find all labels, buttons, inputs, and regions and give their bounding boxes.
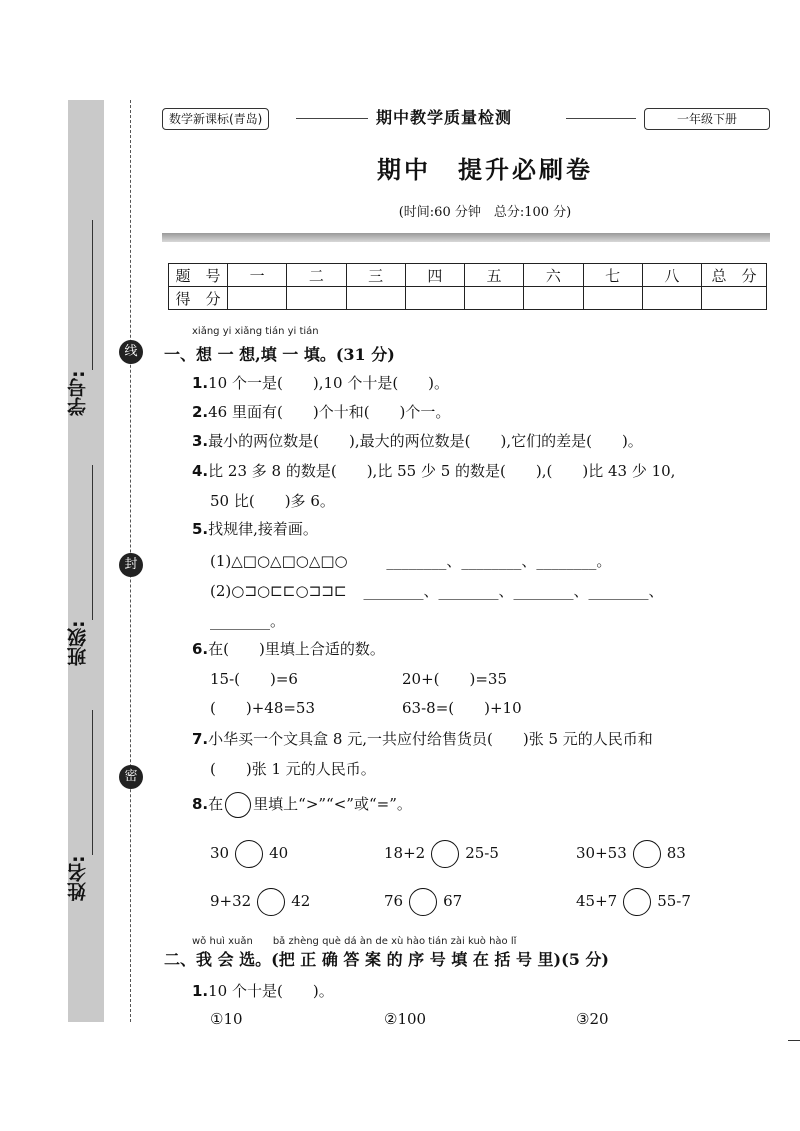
compare-left: 9+32 [210, 892, 252, 910]
pattern-2-blanks: ________、________、________、________、 [363, 582, 664, 600]
equation-b: 20+( )=35 [402, 670, 508, 688]
compare-item [384, 888, 462, 916]
question-7-cont: ( )张 1 元的人民币。 [210, 760, 376, 778]
table-cell: 六 [524, 264, 583, 287]
name-line [92, 710, 93, 855]
question-number: 3. [192, 432, 209, 450]
header-rule-right [566, 118, 636, 119]
table-cell: 三 [346, 264, 405, 287]
question-4-cont: 50 比( )多 6。 [210, 492, 335, 510]
page-title: 期中 提升必刷卷 [377, 156, 593, 184]
question-3 [192, 430, 643, 451]
question-text: 10 个一是( ),10 个十是( )。 [208, 374, 450, 392]
compare-left: 30+53 [576, 844, 627, 862]
bind-char-feng: 封 [119, 553, 143, 577]
option-1[interactable]: ①10 [210, 1010, 243, 1028]
compare-circle[interactable] [235, 840, 263, 868]
compare-circle[interactable] [257, 888, 285, 916]
question-text: 找规律,接着画。 [208, 520, 318, 538]
compare-item [384, 840, 499, 868]
table-cell: 八 [642, 264, 701, 287]
pattern-1 [210, 550, 611, 571]
compare-right: 40 [269, 844, 289, 862]
compare-item [576, 888, 691, 916]
exam-type-label: 期中教学质量检测 [376, 108, 513, 127]
score-cell[interactable] [228, 287, 287, 310]
section1-pinyin: xiǎng yi xiǎng tián yi tián [192, 326, 319, 337]
compare-right: 83 [666, 844, 686, 862]
compare-left: 18+2 [384, 844, 426, 862]
question-number: 1. [192, 374, 209, 392]
exam-info: (时间:60 分钟 总分:100 分) [398, 205, 572, 220]
section2-title: 二、我 会 选。(把 正 确 答 案 的 序 号 填 在 括 号 里)(5 分) [164, 950, 609, 969]
question-text: 46 里面有( )个十和( )个一。 [208, 403, 451, 421]
score-table-score-row [169, 287, 767, 310]
pattern-2 [210, 580, 663, 601]
class-line [92, 465, 93, 620]
compare-left: 76 [384, 892, 404, 910]
compare-item [210, 840, 288, 868]
table-cell: 一 [228, 264, 287, 287]
question-number: 8. [192, 795, 209, 813]
question-number: 6. [192, 640, 209, 658]
bind-char-mi: 密 [119, 765, 143, 789]
equation-d: 63-8=( )+10 [402, 699, 522, 717]
compare-right: 42 [291, 892, 311, 910]
score-cell[interactable] [524, 287, 583, 310]
question-7 [192, 728, 653, 749]
question-number: 5. [192, 520, 209, 538]
compare-circle[interactable] [623, 888, 651, 916]
question-6 [192, 638, 385, 659]
table-cell: 二 [287, 264, 346, 287]
score-cell[interactable] [702, 287, 767, 310]
divider-bar [162, 233, 770, 242]
table-cell: 五 [465, 264, 524, 287]
question-text: 里填上“>”“<”或“=”。 [253, 795, 412, 813]
question-text: 小华买一个文具盒 8 元,一共应付给售货员( )张 5 元的人民币和 [208, 730, 653, 748]
question-2 [192, 401, 450, 422]
table-cell: 总 分 [702, 264, 767, 287]
table-cell: 七 [583, 264, 642, 287]
question-number: 1. [192, 982, 209, 1000]
compare-item [576, 840, 686, 868]
compare-circle[interactable] [409, 888, 437, 916]
score-cell[interactable] [346, 287, 405, 310]
section2-question-1 [192, 980, 334, 1001]
pattern-2-end: ________。 [210, 612, 286, 630]
question-number: 7. [192, 730, 209, 748]
question-5 [192, 518, 318, 539]
score-cell[interactable] [465, 287, 524, 310]
question-text: 最小的两位数是( ),最大的两位数是( ),它们的差是( )。 [208, 432, 643, 450]
compare-circle[interactable] [633, 840, 661, 868]
header-rule-left [296, 118, 368, 119]
circle-icon [225, 792, 251, 818]
question-text: 在( )里填上合适的数。 [208, 640, 385, 658]
table-cell: 四 [405, 264, 464, 287]
section2-pinyin: wǒ huì xuǎn bǎ zhèng què dá àn de xù hào tián zài kuò hào lǐ [192, 936, 517, 947]
score-cell[interactable] [583, 287, 642, 310]
student-id-line [92, 220, 93, 370]
pattern-1-blanks: ________、________、________。 [386, 552, 612, 570]
pattern-1-shapes: (1)△□○△□○△□○ [210, 552, 348, 570]
score-table [168, 263, 767, 310]
compare-right: 25-5 [465, 844, 499, 862]
compare-circle[interactable] [431, 840, 459, 868]
compare-item [210, 888, 310, 916]
question-1 [192, 372, 449, 393]
score-cell[interactable] [287, 287, 346, 310]
option-3[interactable]: ③20 [576, 1010, 609, 1028]
question-4 [192, 460, 675, 481]
table-cell: 题 号 [169, 264, 228, 287]
question-text: 在 [208, 795, 224, 813]
equation-c: ( )+48=53 [210, 699, 316, 717]
question-text: 比 23 多 8 的数是( ),比 55 少 5 的数是( ),( )比 43 少 10, [208, 462, 676, 480]
bind-char-xian: 线 [119, 340, 143, 364]
table-cell: 得 分 [169, 287, 228, 310]
option-2[interactable]: ②100 [384, 1010, 427, 1028]
question-number: 4. [192, 462, 209, 480]
page-edge-mark [788, 1040, 800, 1041]
equation-a: 15-( )=6 [210, 670, 298, 688]
compare-left: 45+7 [576, 892, 618, 910]
curriculum-badge: 数学新课标(青岛) [162, 108, 269, 130]
compare-right: 55-7 [657, 892, 691, 910]
question-number: 2. [192, 403, 209, 421]
score-table-header-row [169, 264, 767, 287]
student-id-label: 学号: [67, 370, 89, 416]
grade-badge: 一年级下册 [644, 108, 770, 130]
class-label: 班级: [67, 620, 89, 666]
section1-title: 一、想 一 想,填 一 填。(31 分) [164, 345, 395, 364]
compare-right: 67 [443, 892, 463, 910]
question-text: 10 个十是( )。 [208, 982, 334, 1000]
score-cell[interactable] [405, 287, 464, 310]
name-label: 姓名: [67, 855, 89, 901]
pattern-2-shapes: (2)○⊐○⊏⊏○⊐⊐⊏ [210, 582, 347, 600]
question-8 [192, 792, 412, 818]
score-cell[interactable] [642, 287, 701, 310]
compare-left: 30 [210, 844, 230, 862]
